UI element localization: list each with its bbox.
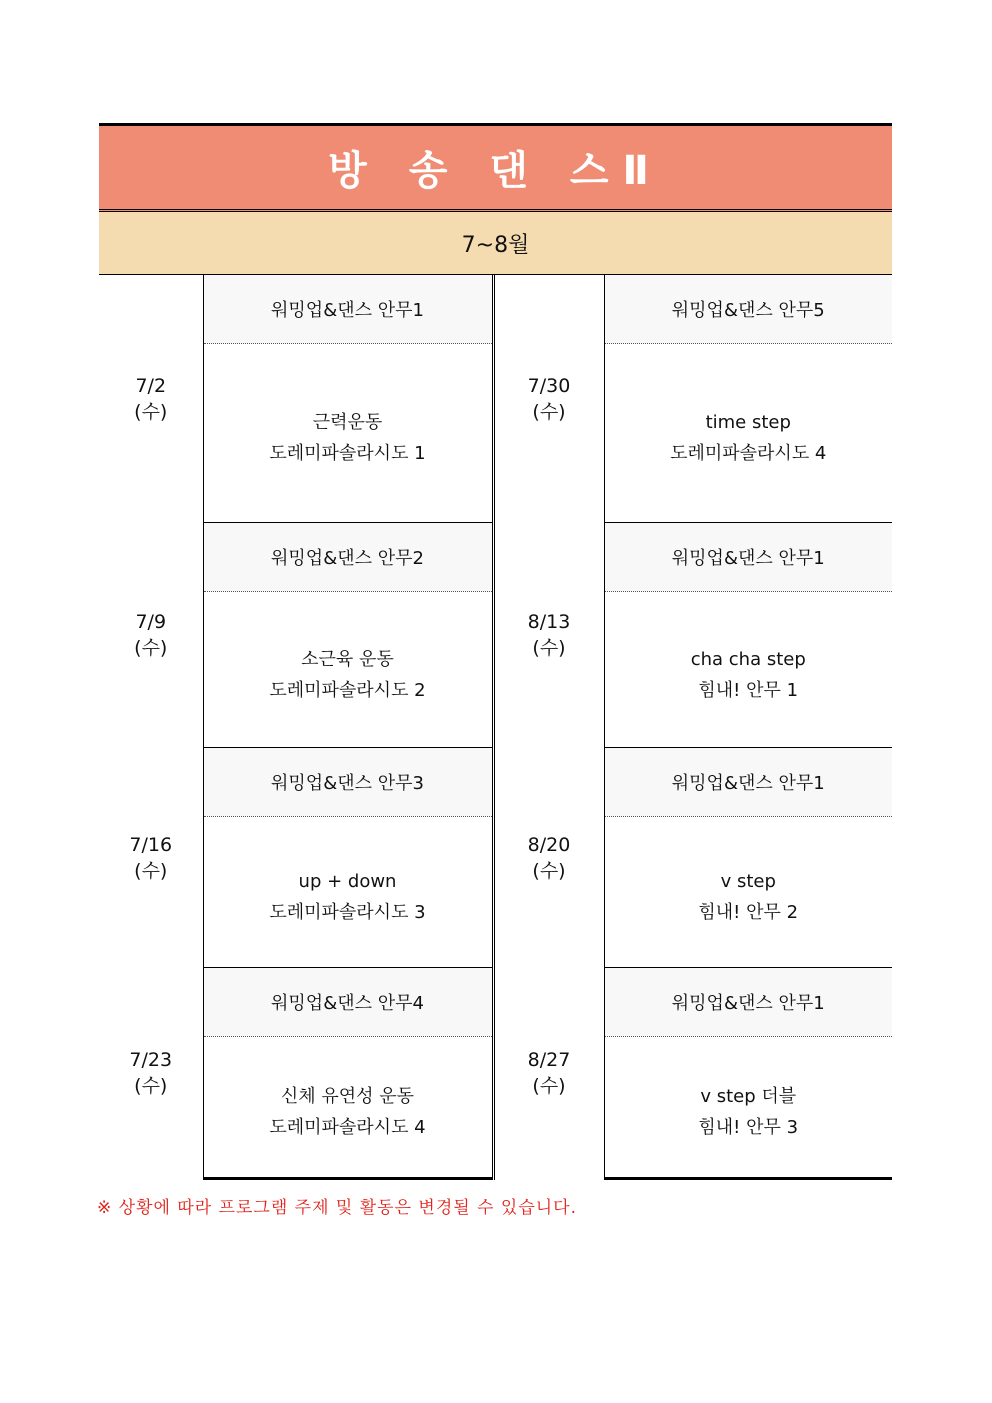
activity-cell: 근력운동 도레미파솔라시도 1 [203,344,493,523]
warmup-cell: 워밍업&댄스 안무4 [203,968,493,1037]
session-date: 7/2 (수) [99,275,203,523]
change-notice: ※ 상황에 따라 프로그램 주제 및 활동은 변경될 수 있습니다. [97,1198,577,1218]
warmup-cell: 워밍업&댄스 안무1 [604,968,892,1037]
session-date: 8/27 (수) [493,968,604,1179]
activity-cell: 소근육 운동 도레미파솔라시도 2 [203,592,493,748]
activity-cell: up + down 도레미파솔라시도 3 [203,817,493,968]
warmup-cell: 워밍업&댄스 안무2 [203,523,493,592]
table-row [99,748,892,817]
warmup-cell: 워밍업&댄스 안무1 [604,748,892,817]
program-title: 방 송 댄 스Ⅱ [99,123,892,212]
period-label: 7~8월 [99,212,892,275]
warmup-cell: 워밍업&댄스 안무1 [604,523,892,592]
session-date: 8/13 (수) [493,523,604,748]
warmup-cell: 워밍업&댄스 안무3 [203,748,493,817]
session-date: 7/9 (수) [99,523,203,748]
schedule-sheet [99,123,892,1180]
session-date: 7/23 (수) [99,968,203,1179]
activity-cell: cha cha step 힘내! 안무 1 [604,592,892,748]
session-date: 7/30 (수) [493,275,604,523]
activity-cell: time step 도레미파솔라시도 4 [604,344,892,523]
table-row [99,523,892,592]
activity-cell: 신체 유연성 운동 도레미파솔라시도 4 [203,1037,493,1179]
session-date: 7/16 (수) [99,748,203,968]
table-row [99,968,892,1037]
warmup-cell: 워밍업&댄스 안무1 [203,275,493,344]
table-row [99,275,892,344]
schedule-table [99,275,892,1180]
session-date: 8/20 (수) [493,748,604,968]
activity-cell: v step 더블 힘내! 안무 3 [604,1037,892,1179]
activity-cell: v step 힘내! 안무 2 [604,817,892,968]
warmup-cell: 워밍업&댄스 안무5 [604,275,892,344]
